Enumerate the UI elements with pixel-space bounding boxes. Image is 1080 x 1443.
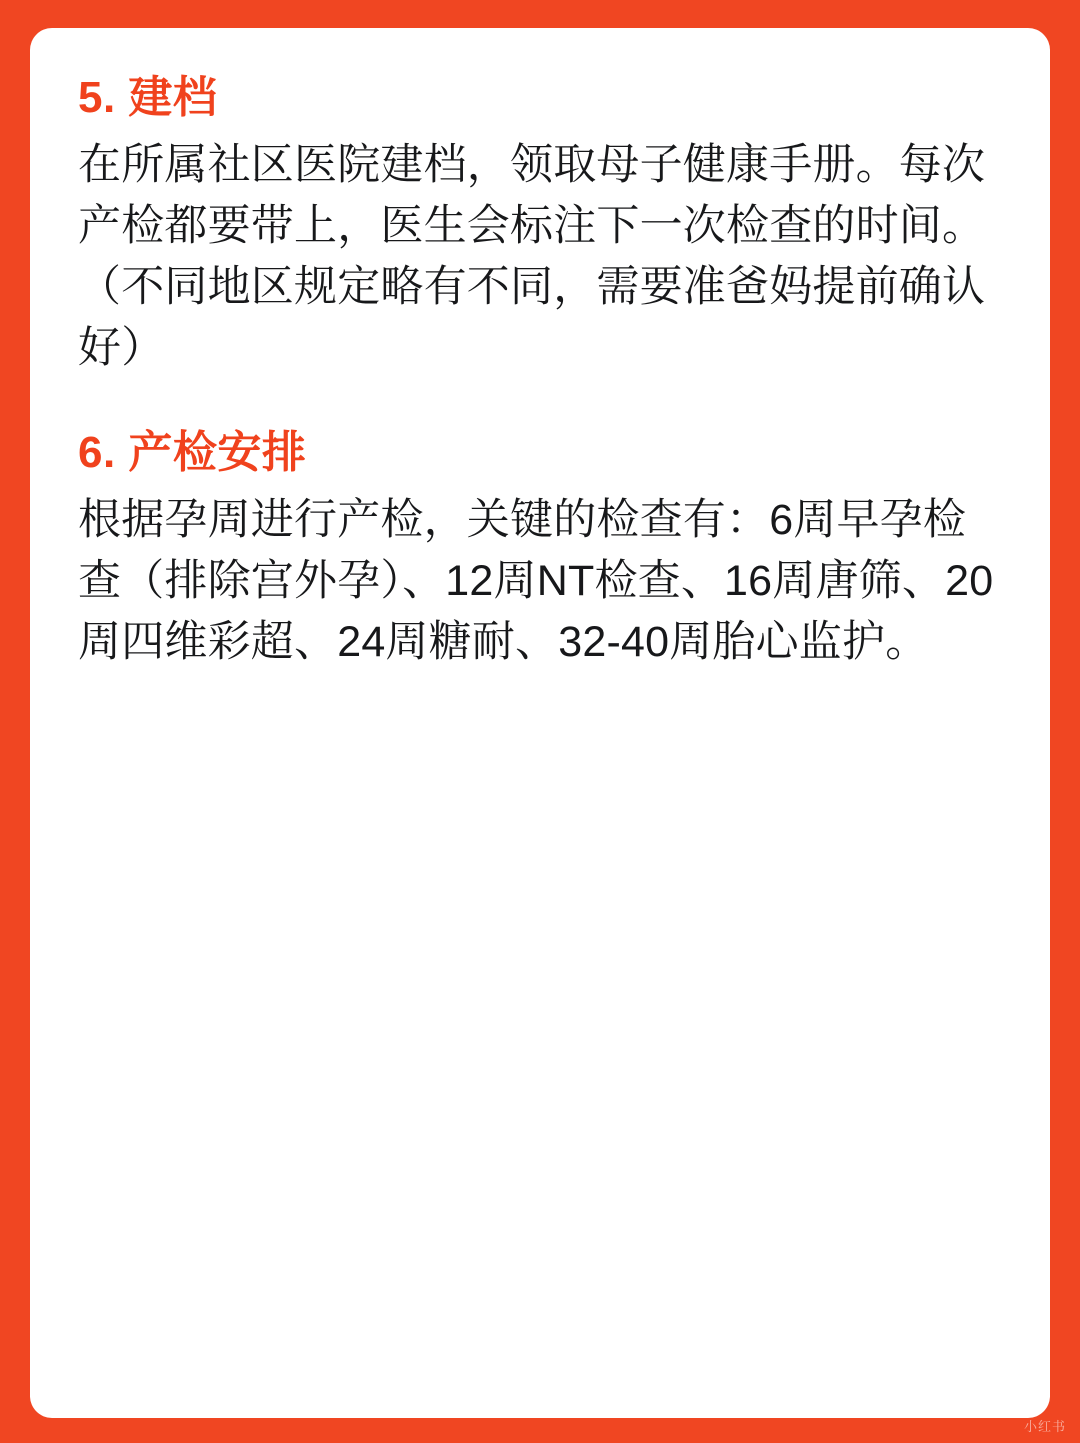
section-heading-5: 5. 建档	[78, 73, 218, 122]
content-card	[30, 28, 1050, 1418]
section-body-5: 在所属社区医院建档，领取母子健康手册。每次产检都要带上，医生会标注下一次检查的时间。（不同地区规定略有不同，需要准爸妈提前确认好）	[78, 141, 986, 373]
section-body-6: 根据孕周进行产检，关键的检查有：6周早孕检查（排除宫外孕）、12周NT检查、16周唐筛、20周四维彩超、24周糖耐、32-40周胎心监护。	[78, 496, 994, 667]
section-heading-6: 6. 产检安排	[78, 428, 307, 478]
section-jiandang	[78, 70, 1002, 379]
watermark-label: 小红书	[1023, 1419, 1066, 1434]
section-chanjian-anpai	[78, 425, 1002, 673]
